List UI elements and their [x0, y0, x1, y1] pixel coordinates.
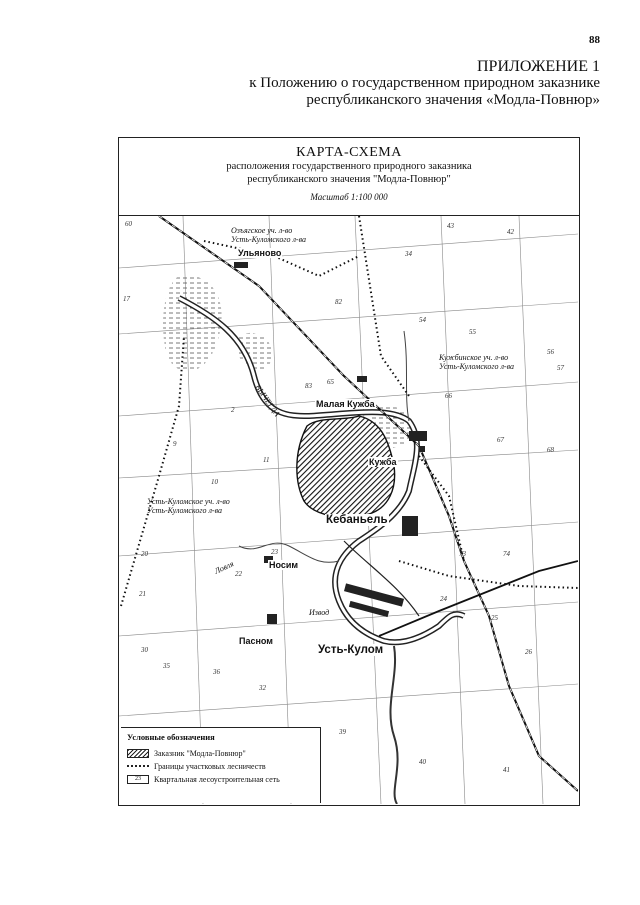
settlement-paspom: Пасном [239, 636, 273, 646]
appendix-line-2: к Положению о государственном природном заказнике [249, 75, 600, 91]
quarter-number: 74 [503, 550, 510, 558]
quarter-number: 24 [440, 595, 447, 603]
quarter-number: 26 [525, 648, 532, 656]
quarter-number: 41 [503, 766, 510, 774]
quarter-number: 66 [445, 392, 452, 400]
dotted-line-icon [127, 765, 149, 768]
quarter-number: 39 [339, 728, 346, 736]
quarter-number: 23 [271, 548, 278, 556]
quarter-number: 2 [231, 406, 235, 414]
quarter-number: 22 [235, 570, 242, 578]
quarter-number: 17 [123, 295, 130, 303]
quarter-number: 40 [419, 758, 426, 766]
quarter-number: 56 [547, 348, 554, 356]
quarter-number: 34 [405, 250, 412, 258]
legend-label: Квартальная лесоустроительная сеть [154, 774, 280, 784]
quarter-number: 82 [335, 298, 342, 306]
quarter-number: 65 [327, 378, 334, 386]
quarter-number: 54 [419, 316, 426, 324]
quarter-number: 68 [547, 446, 554, 454]
appendix-title: ПРИЛОЖЕНИЕ 1 [476, 58, 600, 75]
quarter-number: 83 [305, 382, 312, 390]
map-scale: Масштаб 1:100 000 [310, 192, 388, 202]
forestry-kuzhba-line1: Кужбинское уч. л-во [439, 353, 509, 362]
quarter-number: 30 [141, 646, 148, 654]
quarter-number: 21 [139, 590, 146, 598]
quarter-number: 32 [259, 684, 266, 692]
place-label-izvod: Извод [309, 608, 330, 617]
quarter-number: 43 [447, 222, 454, 230]
highway-line [379, 561, 578, 636]
appendix-header [249, 58, 600, 109]
quarter-number: 11 [263, 456, 270, 464]
tributary-river [390, 646, 397, 804]
legend-label: Границы участковых лесничеств [154, 761, 266, 771]
settlement-kuzhba: Кужба [369, 457, 397, 467]
settlement-kebanyel: Кебаньель [326, 514, 388, 526]
map-subtitle-1: расположения государственного природного заказника [226, 161, 472, 172]
settlement-nosim: Носим [269, 560, 299, 570]
legend-item-reserve [127, 747, 314, 759]
forestry-ozyag-line1: Озъягское уч. л-во [231, 226, 293, 235]
settlement-malaya-kuzhba: Малая Кужба [316, 399, 375, 409]
quarter-number: 10 [211, 478, 218, 486]
forestry-ustk-line2: Усть-Куломского л-ва [147, 506, 223, 515]
legend-item-quarters [127, 773, 314, 785]
quarter-number: 35 [163, 662, 170, 670]
map-header [119, 138, 579, 216]
quarter-number: 42 [507, 228, 514, 236]
quarter-number: 55 [469, 328, 476, 336]
quarter-number: 9 [173, 440, 177, 448]
map-title: КАРТА-СХЕМА [296, 145, 402, 160]
quarter-number: 73 [459, 550, 466, 558]
page-number: 88 [589, 34, 600, 46]
quarter-number: 60 [125, 220, 132, 228]
legend-label: Заказник "Модла-Повнюр" [154, 748, 246, 758]
legend-title: Условные обозначения [127, 732, 215, 742]
map-subtitle-2: республиканского значения "Модла-Повнюр" [247, 174, 451, 185]
map-legend [121, 727, 321, 803]
settlement-ust-kulom: Усть-Кулом [318, 644, 384, 656]
settlement-ulyanovo: Ульяново [238, 248, 282, 258]
forestry-ozyag-line2: Усть-Куломского л-ва [231, 235, 307, 244]
quarter-number: 20 [141, 550, 148, 558]
forestry-kuzhba-line2: Усть-Куломского л-ва [439, 362, 515, 371]
map-frame [118, 137, 580, 806]
river-label-vychegda: ВЫЧЕГДА [253, 382, 282, 419]
quarter-number: 67 [497, 436, 504, 444]
quarter-number: 57 [557, 364, 564, 372]
quarter-box-icon: 23 [127, 775, 149, 784]
forestry-ustk-line1: Усть-Куломское уч. л-во [147, 497, 230, 506]
quarter-number: 36 [213, 668, 220, 676]
quarter-number: 25 [491, 614, 498, 622]
river-label-2: Ловля [213, 559, 236, 576]
appendix-line-3: республиканского значения «Модла-Повнюр» [306, 92, 600, 108]
legend-item-boundaries [127, 760, 314, 772]
hatched-area-icon [127, 749, 149, 758]
